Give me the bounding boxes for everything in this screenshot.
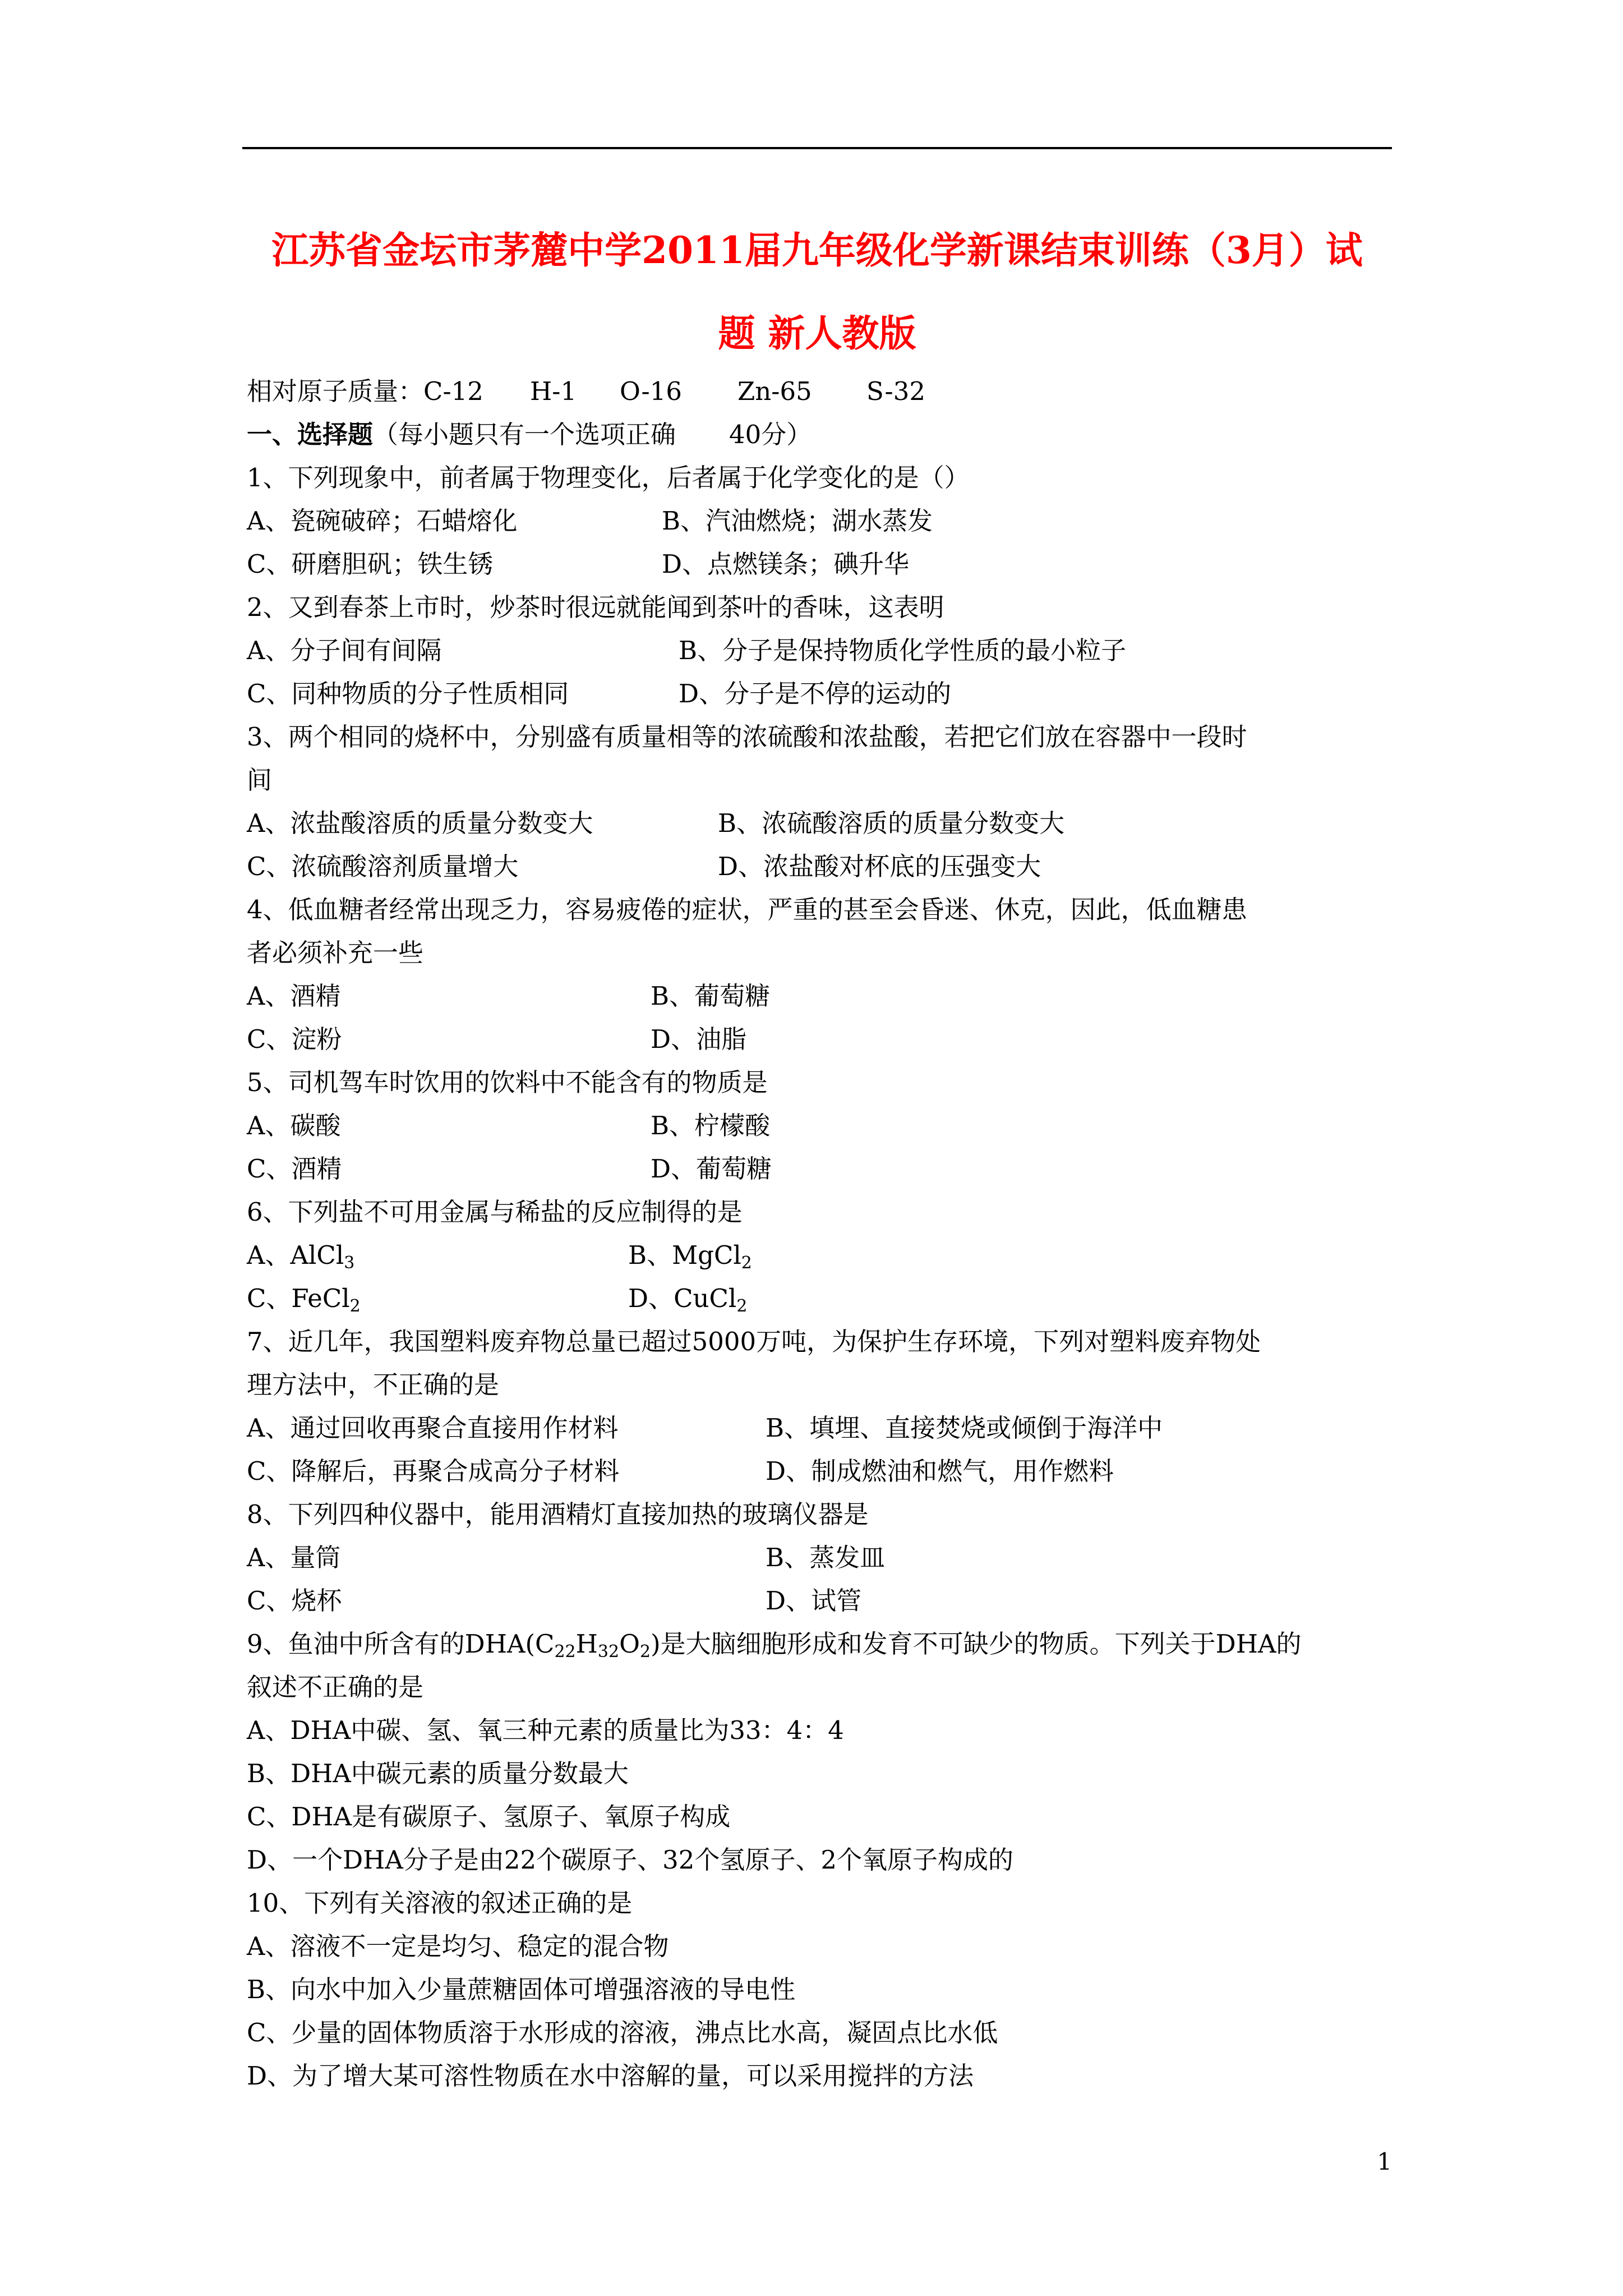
option-c: C、DHA是有碳原子、氢原子、氧原子构成 (247, 1802, 731, 1832)
question-7-options-ab (247, 1406, 1396, 1450)
question-1-options-ab (247, 499, 1396, 542)
atomic-masses-label: 相对原子质量： (247, 376, 424, 406)
document-body (247, 370, 1396, 2097)
option-d: D、试管 (766, 1586, 862, 1616)
question-10-stem: 10、下列有关溶液的叙述正确的是 (247, 1888, 633, 1918)
title-line-2: 题 新人教版 (718, 311, 916, 355)
atomic-masses-line (247, 370, 1396, 413)
option-b: B、蒸发皿 (766, 1543, 886, 1572)
option-b: B、填埋、直接焚烧或倾倒于海洋中 (766, 1413, 1163, 1443)
question-9-stem-cont: 叙述不正确的是 (247, 1672, 424, 1702)
question-4-stem-cont: 者必须补充一些 (247, 938, 424, 968)
question-6-stem: 6、下列盐不可用金属与稀盐的反应制得的是 (247, 1197, 743, 1227)
question-7-stem-cont: 理方法中，不正确的是 (247, 1370, 500, 1400)
option-d: D、油脂 (651, 1024, 747, 1054)
option-c: C、降解后，再聚合成高分子材料 (247, 1456, 620, 1486)
option-b: B、MgCl$_2$ (628, 1240, 752, 1273)
question-5-stem: 5、司机驾车时饮用的饮料中不能含有的物质是 (247, 1068, 768, 1097)
option-c: C、FeCl$_2$ (247, 1283, 361, 1316)
atomic-mass-c: C-12 (423, 376, 483, 406)
atomic-mass-s: S-32 (866, 376, 925, 406)
question-5-options-cd (247, 1147, 1396, 1190)
option-d: D、为了增大某可溶性物质在水中溶解的量，可以采用搅拌的方法 (247, 2061, 974, 2091)
option-b: B、葡萄糖 (651, 981, 771, 1011)
option-c: C、少量的固体物质溶于水形成的溶液，沸点比水高，凝固点比水低 (247, 2018, 998, 2047)
option-a: A、溶液不一定是均匀、稳定的混合物 (247, 1931, 669, 1961)
option-c: C、研磨胆矾；铁生锈 (247, 549, 494, 579)
question-2-options-cd (247, 672, 1396, 715)
option-a: A、瓷碗破碎；石蜡熔化 (247, 506, 518, 536)
option-a: A、分子间有间隔 (247, 636, 442, 665)
option-d: D、制成燃油和燃气，用作燃料 (766, 1456, 1114, 1486)
question-3-stem-cont: 间 (247, 765, 273, 795)
atomic-mass-h: H-1 (530, 376, 577, 406)
question-5-options-ab (247, 1104, 1396, 1147)
document-title (242, 209, 1392, 375)
option-a: A、AlCl$_3$ (247, 1240, 355, 1273)
option-c: C、浓硫酸溶剂质量增大 (247, 852, 519, 881)
page-number: 1 (1377, 2148, 1392, 2175)
option-d: D、葡萄糖 (651, 1154, 772, 1184)
option-d: D、分子是不停的运动的 (679, 679, 952, 708)
option-b: B、汽油燃烧；湖水蒸发 (662, 506, 933, 536)
option-a: A、量筒 (247, 1543, 341, 1572)
question-8-options-ab (247, 1536, 1396, 1579)
question-8-options-cd (247, 1579, 1396, 1622)
question-6-options-cd (247, 1277, 1396, 1320)
question-4-options-cd (247, 1018, 1396, 1061)
option-b: B、DHA中碳元素的质量分数最大 (247, 1759, 629, 1788)
question-4-options-ab (247, 974, 1396, 1018)
option-d: D、点燃镁条；碘升华 (662, 549, 910, 579)
option-c: C、烧杯 (247, 1586, 342, 1616)
section-note: （每小题只有一个选项正确 (373, 420, 676, 449)
question-9-stem: 9、鱼油中所含有的$DHA(C_{22}H_{32}O_2)$是大脑细胞形成和发育不可缺少的物质。下列关于DHA的 (247, 1629, 1302, 1662)
option-b: B、向水中加入少量蔗糖固体可增强溶液的导电性 (247, 1975, 796, 2004)
atomic-mass-o: O-16 (620, 376, 683, 406)
question-2-stem: 2、又到春茶上市时，炒茶时很远就能闻到茶叶的香味，这表明 (247, 592, 944, 622)
question-4-stem: 4、低血糖者经常出现乏力，容易疲倦的症状，严重的甚至会昏迷、休克，因此，低血糖患 (247, 895, 1247, 924)
section-score: 40分） (729, 420, 812, 449)
question-6-options-ab (247, 1234, 1396, 1277)
question-3-options-cd (247, 845, 1396, 888)
section-heading (247, 413, 1396, 456)
question-2-options-ab (247, 629, 1396, 672)
question-3-options-ab (247, 802, 1396, 845)
option-b: B、柠檬酸 (651, 1111, 771, 1140)
title-line-1: 江苏省金坛市茅麓中学2011届九年级化学新课结束训练（3月）试 (271, 228, 1363, 272)
option-c: C、酒精 (247, 1154, 342, 1184)
option-d: D、浓盐酸对杯底的压强变大 (718, 852, 1041, 881)
question-7-options-cd (247, 1450, 1396, 1493)
question-3-stem: 3、两个相同的烧杯中，分别盛有质量相等的浓硫酸和浓盐酸，若把它们放在容器中一段时 (247, 722, 1247, 752)
option-a: A、DHA中碳、氢、氧三种元素的质量比为33：4：4 (247, 1715, 844, 1745)
question-7-stem: 7、近几年，我国塑料废弃物总量已超过5000万吨，为保护生存环境，下列对塑料废弃物处 (247, 1327, 1261, 1356)
option-a: A、碳酸 (247, 1111, 341, 1140)
option-d: D、一个DHA分子是由22个碳原子、32个氢原子、2个氧原子构成的 (247, 1845, 1014, 1875)
option-a: A、浓盐酸溶质的质量分数变大 (247, 808, 593, 838)
question-1-options-cd (247, 542, 1396, 586)
option-c: C、同种物质的分子性质相同 (247, 679, 569, 708)
option-c: C、淀粉 (247, 1024, 342, 1054)
option-a: A、酒精 (247, 981, 341, 1011)
option-b: B、浓硫酸溶质的质量分数变大 (718, 808, 1065, 838)
option-b: B、分子是保持物质化学性质的最小粒子 (679, 636, 1127, 665)
option-d: D、CuCl$_2$ (628, 1283, 748, 1316)
question-1-stem: 1、下列现象中，前者属于物理变化，后者属于化学变化的是（） (247, 463, 970, 493)
section-title: 一、选择题 (247, 420, 374, 449)
atomic-mass-zn: Zn-65 (737, 376, 812, 406)
header-rule (242, 147, 1392, 149)
option-a: A、通过回收再聚合直接用作材料 (247, 1413, 619, 1443)
question-8-stem: 8、下列四种仪器中，能用酒精灯直接加热的玻璃仪器是 (247, 1499, 869, 1529)
